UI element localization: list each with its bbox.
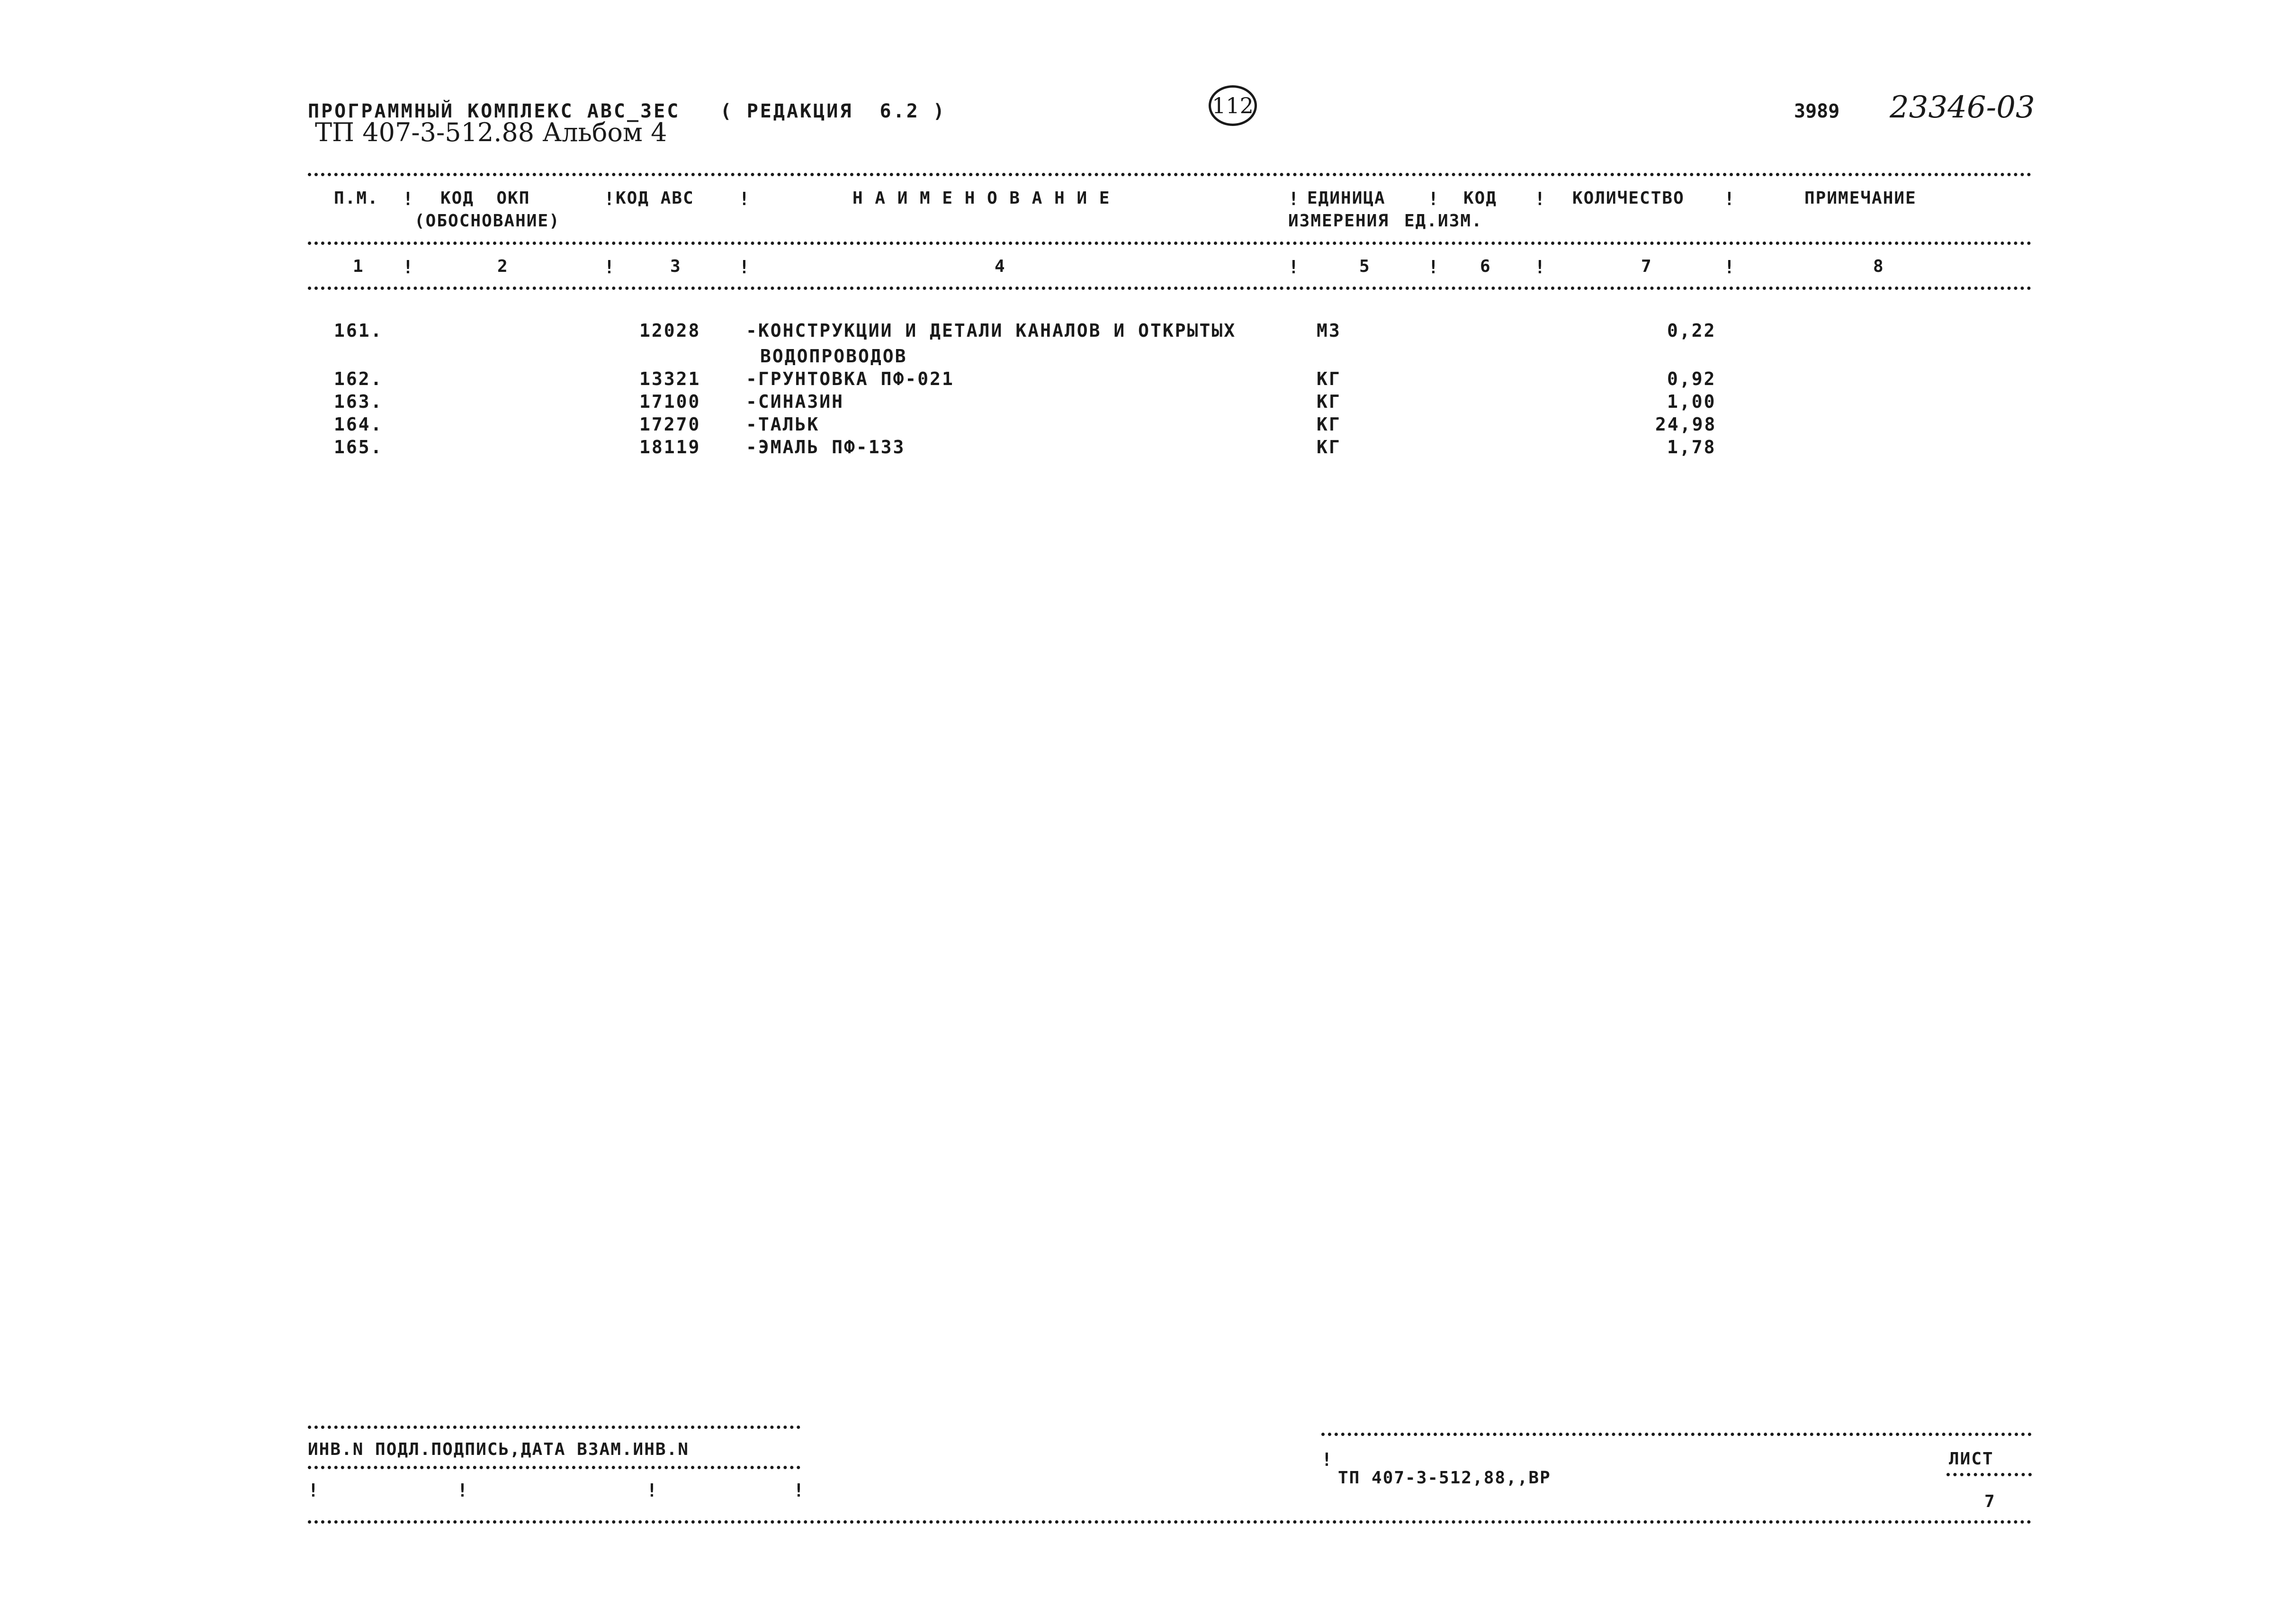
column-separator: ! xyxy=(604,257,615,278)
row-pm: 165. xyxy=(334,437,383,458)
sheet-label: ЛИСТ xyxy=(1949,1449,1994,1469)
column-separator: ! xyxy=(1321,1449,1332,1470)
row-unit: КГ xyxy=(1317,437,1341,458)
column-header-abc: КОД АВС xyxy=(616,188,694,208)
row-quantity: 0,22 xyxy=(1667,320,1716,341)
table-header-rule xyxy=(308,242,2032,245)
row-code-abc: 13321 xyxy=(639,368,701,389)
column-separator: ! xyxy=(739,257,750,278)
sheet-number: 7 xyxy=(1984,1492,1996,1511)
column-number: 4 xyxy=(995,257,1006,276)
column-header-pm: П.М. xyxy=(334,188,379,208)
column-number: 1 xyxy=(353,257,364,276)
row-pm: 164. xyxy=(334,414,383,435)
stamp-doc-code: ТП 407-3-512,88,,ВР xyxy=(1338,1468,1551,1488)
row-quantity: 1,78 xyxy=(1667,437,1716,458)
row-pm: 163. xyxy=(334,391,383,412)
column-separator: ! xyxy=(1428,188,1439,209)
row-code-abc: 12028 xyxy=(639,320,701,341)
column-separator: ! xyxy=(739,188,750,209)
column-subheader-unit: ИЗМЕРЕНИЯ xyxy=(1288,211,1390,231)
header-code: 3989 xyxy=(1794,100,1840,122)
row-name: -СИНАЗИН xyxy=(746,391,844,412)
row-unit: КГ xyxy=(1317,391,1341,412)
column-separator: ! xyxy=(646,1480,657,1501)
column-separator: ! xyxy=(1534,188,1545,209)
stamp-rule xyxy=(308,1426,800,1429)
row-unit: КГ xyxy=(1317,368,1341,389)
row-code-abc: 17100 xyxy=(639,391,701,412)
column-subheader-okp: (ОБОСНОВАНИЕ) xyxy=(414,211,560,231)
column-separator: ! xyxy=(793,1480,804,1501)
stamp-rule xyxy=(1321,1433,2032,1436)
column-header-name: Н А И М Е Н О В А Н И Е xyxy=(852,188,1111,208)
row-name: -ТАЛЬК xyxy=(746,414,820,435)
row-quantity: 24,98 xyxy=(1655,414,1717,435)
column-header-unit-code: КОД xyxy=(1463,188,1498,208)
program-header: ПРОГРАММНЫЙ КОМПЛЕКС АВС_3ЕС ( РЕДАКЦИЯ 6.2 ) xyxy=(308,100,946,122)
row-unit: М3 xyxy=(1317,320,1341,341)
page-number-circle: 112 xyxy=(1209,85,1257,126)
stamp-bottom-rule xyxy=(308,1520,2032,1524)
column-header-okp: КОД ОКП xyxy=(440,188,530,208)
column-number: 7 xyxy=(1641,257,1652,276)
row-pm: 161. xyxy=(334,320,383,341)
row-code-abc: 17270 xyxy=(639,414,701,435)
column-header-note: ПРИМЕЧАНИЕ xyxy=(1804,188,1917,208)
column-separator: ! xyxy=(1288,188,1299,209)
row-quantity: 0,92 xyxy=(1667,368,1716,389)
column-separator: ! xyxy=(604,188,615,209)
column-number: 6 xyxy=(1480,257,1491,276)
column-separator: ! xyxy=(1428,257,1439,278)
row-code-abc: 18119 xyxy=(639,437,701,458)
column-number: 8 xyxy=(1873,257,1884,276)
column-number: 3 xyxy=(670,257,682,276)
stamp-rule xyxy=(1946,1473,2032,1476)
column-header-unit: ЕДИНИЦА xyxy=(1307,188,1386,208)
column-separator: ! xyxy=(457,1480,468,1501)
column-number: 2 xyxy=(497,257,509,276)
column-separator: ! xyxy=(308,1480,319,1501)
project-title: ТП 407-3-512.88 Альбом 4 xyxy=(315,117,667,147)
column-number: 5 xyxy=(1359,257,1371,276)
column-separator: ! xyxy=(1724,257,1735,278)
row-name-continuation: ВОДОПРОВОДОВ xyxy=(760,346,907,367)
row-pm: 162. xyxy=(334,368,383,389)
column-subheader-unit-code: ЕД.ИЗМ. xyxy=(1404,211,1483,231)
row-quantity: 1,00 xyxy=(1667,391,1716,412)
document-number: 23346-03 xyxy=(1890,90,2035,125)
column-separator: ! xyxy=(403,188,413,209)
row-unit: КГ xyxy=(1317,414,1341,435)
row-name: -ГРУНТОВКА ПФ-021 xyxy=(746,368,954,389)
table-body-rule xyxy=(308,287,2032,290)
stamp-rule xyxy=(308,1466,800,1469)
column-separator: ! xyxy=(403,257,413,278)
column-header-qty: КОЛИЧЕСТВО xyxy=(1572,188,1685,208)
column-separator: ! xyxy=(1724,188,1735,209)
row-name: -КОНСТРУКЦИИ И ДЕТАЛИ КАНАЛОВ И ОТКРЫТЫХ xyxy=(746,320,1237,341)
row-name: -ЭМАЛЬ ПФ-133 xyxy=(746,437,906,458)
stamp-left-label: ИНВ.N ПОДЛ.ПОДПИСЬ,ДАТА ВЗАМ.ИНВ.N xyxy=(308,1440,689,1459)
column-separator: ! xyxy=(1534,257,1545,278)
table-top-rule xyxy=(308,173,2032,176)
column-separator: ! xyxy=(1288,257,1299,278)
